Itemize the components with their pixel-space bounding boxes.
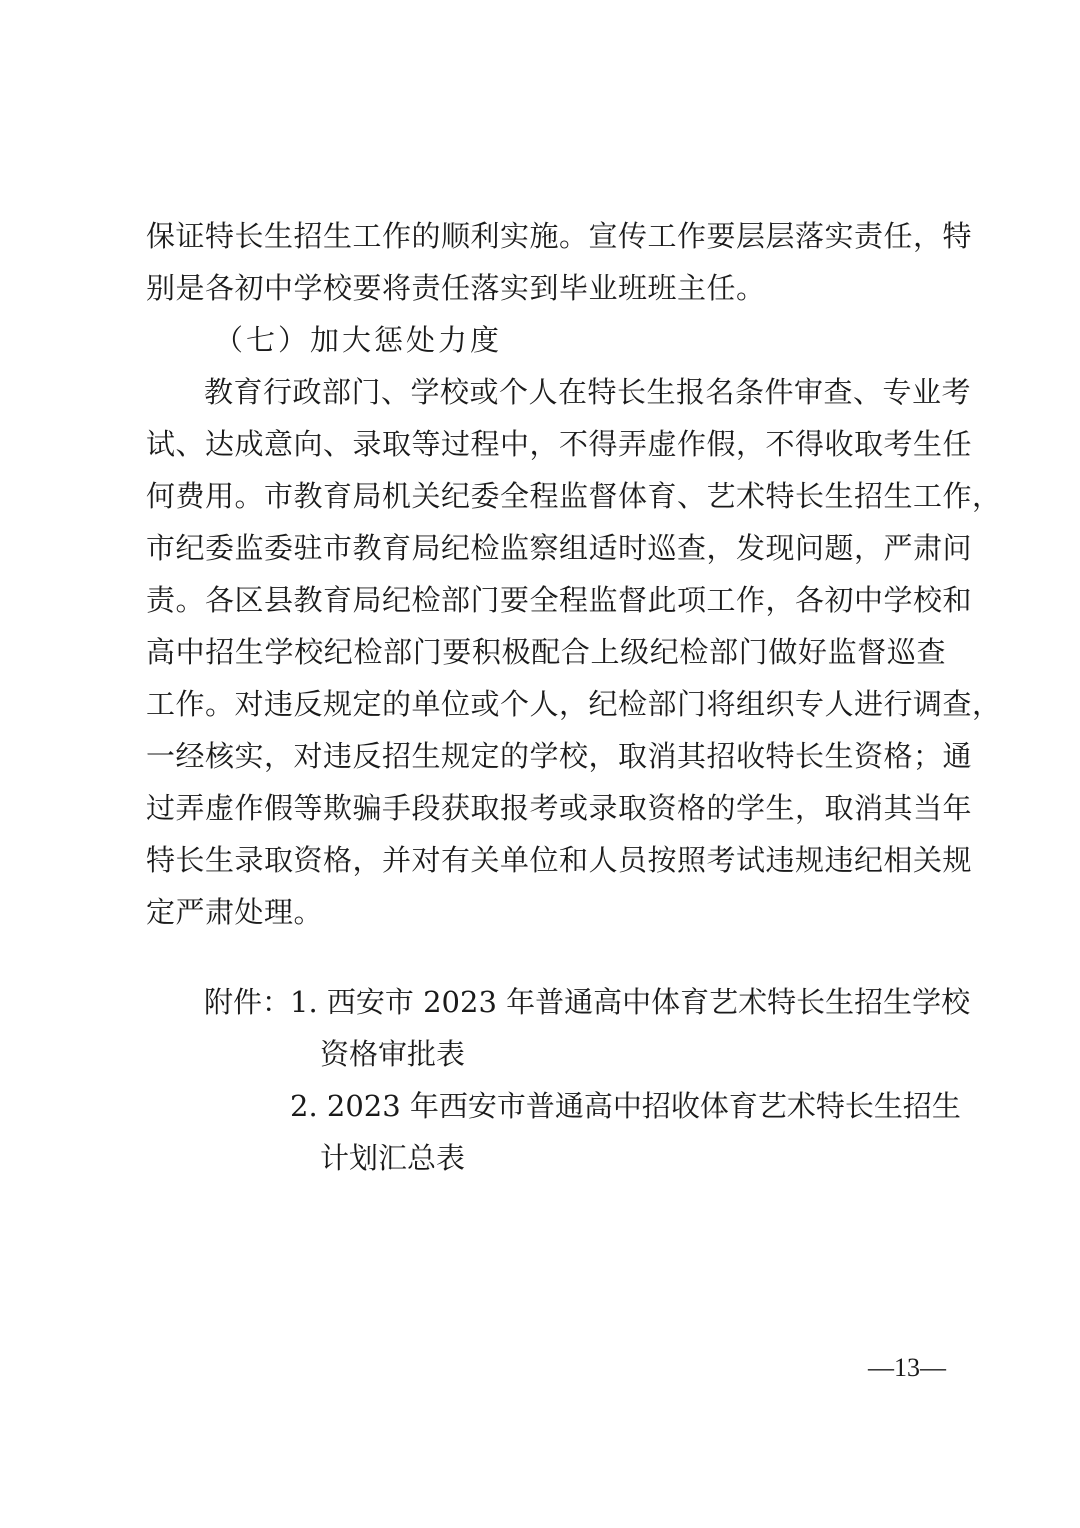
attachment-item-2-line-2: 计划汇总表 xyxy=(320,1141,466,1175)
intro-line-1: 保证特长生招生工作的顺利实施。宣传工作要层层落实责任，特 xyxy=(146,219,973,253)
main-paragraph-line: 试、达成意向、录取等过程中，不得弄虚作假，不得收取考生任 xyxy=(146,427,973,461)
attachment-item-1-line-2: 资格审批表 xyxy=(320,1037,466,1071)
main-paragraph-line: 责。各区县教育局纪检部门要全程监督此项工作，各初中学校和 xyxy=(146,583,973,617)
main-paragraph-line: 教育行政部门、学校或个人在特长生报名条件审查、专业考 xyxy=(204,375,972,409)
main-paragraph-line: 工作。对违反规定的单位或个人，纪检部门将组织专人进行调查， xyxy=(146,687,1002,721)
main-paragraph-line: 一经核实，对违反招生规定的学校，取消其招收特长生资格；通 xyxy=(146,739,973,773)
intro-line-2: 别是各初中学校要将责任落实到毕业班班主任。 xyxy=(146,271,766,305)
attachment-item-2-line-1: 2. 2023 年西安市普通高中招收体育艺术特长生招生 xyxy=(290,1089,961,1123)
main-paragraph-line: 何费用。市教育局机关纪委全程监督体育、艺术特长生招生工作， xyxy=(146,479,1002,513)
section-heading: （七）加大惩处力度 xyxy=(214,323,503,357)
attachment-item-1-line-1: 1. 西安市 2023 年普通高中体育艺术特长生招生学校 xyxy=(290,985,971,1019)
main-paragraph-line: 定严肃处理。 xyxy=(146,895,324,929)
attachments-label: 附件： xyxy=(204,985,292,1019)
main-paragraph-line: 过弄虚作假等欺骗手段获取报考或录取资格的学生，取消其当年 xyxy=(146,791,973,825)
main-paragraph-line: 高中招生学校纪检部门要积极配合上级纪检部门做好监督巡查 xyxy=(146,635,946,669)
main-paragraph-line: 特长生录取资格，并对有关单位和人员按照考试违规违纪相关规 xyxy=(146,843,973,877)
page-number: —13— xyxy=(868,1353,946,1382)
main-paragraph-line: 市纪委监委驻市教育局纪检监察组适时巡查，发现问题，严肃问 xyxy=(146,531,973,565)
